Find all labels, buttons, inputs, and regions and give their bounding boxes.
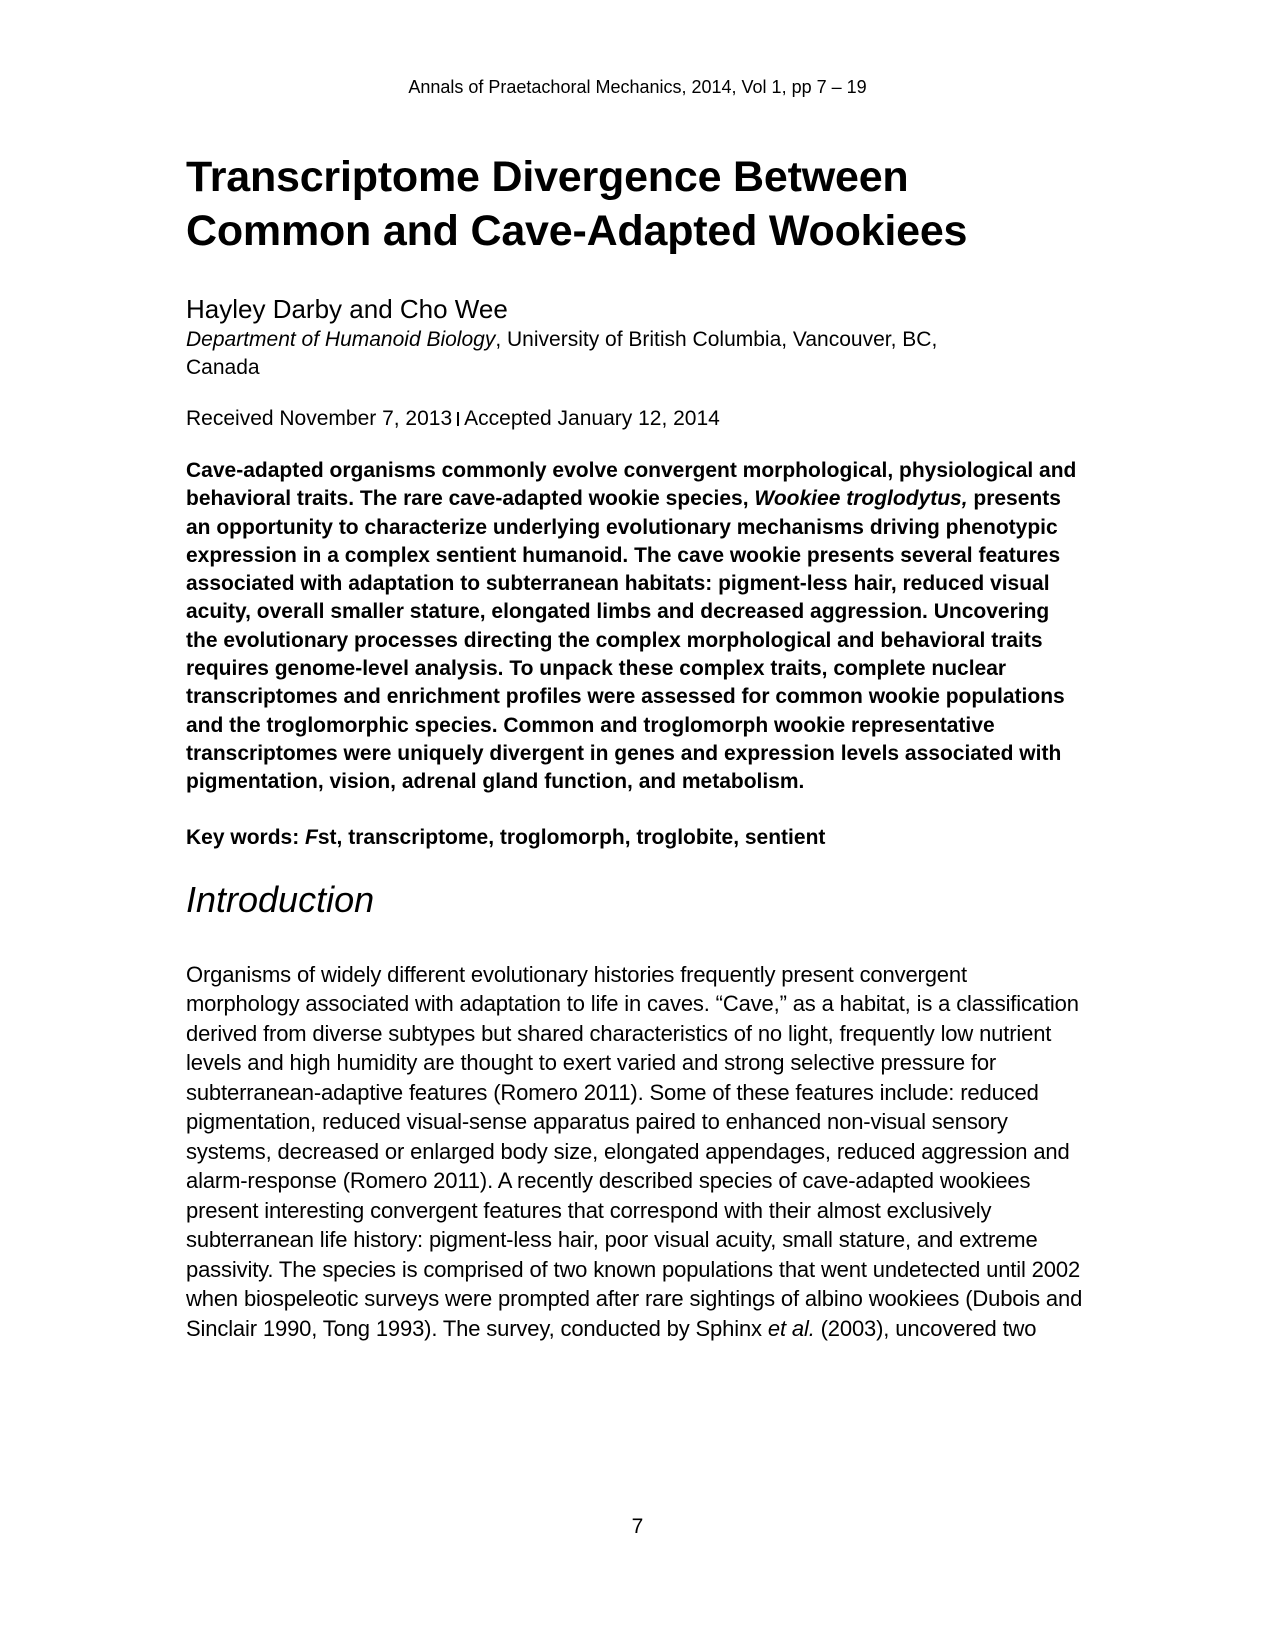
author-list: Hayley Darby and Cho Wee xyxy=(186,294,508,324)
accepted-date: Accepted January 12, 2014 xyxy=(464,407,720,430)
abstract-species-name: Wookiee troglodytus, xyxy=(754,487,968,511)
affiliation-country: Canada xyxy=(186,356,260,379)
intro-text-1: Organisms of widely different evolutionary histories frequently present convergent morphology associated with adaptation to life in caves. “Cave,” as a habitat, is a classification derived from diverse subtypes but shared characteristics of no light, frequently low nutrient levels and high humidity are thought to exert varied and strong selective pressure for subterranean-adaptive features (Romero 2011). Some of these features include: reduced pigmentation, reduced visual-sense apparatus paired to enhanced non-visual sensory systems, decreased or enlarged body size, elongated appendages, reduced aggression and alarm-response (Romero 2011). A recently described species of cave-adapted wookiees present interesting convergent features that correspond with their almost exclusively subterranean life history: pigment-less hair, poor visual acuity, small stature, and extreme passivity. The species is comprised of two known populations that went undetected until 2002 when biospeleotic surveys were prompted after rare sightings of albino wookiees (Dubois and Sinclair 1990, Tong 1993). The survey, conducted by Sphinx xyxy=(186,961,1083,1341)
paper-title xyxy=(186,150,1086,258)
running-header: Annals of Praetachoral Mechanics, 2014, Vol 1, pp 7 – 19 xyxy=(408,77,867,97)
abstract-text-2: presents an opportunity to characterize underlying evolutionary mechanisms driving phenotypic expression in a complex sentient humanoid. The cave wookie presents several features associated with adaptation to subterranean habitats: pigment-less hair, reduced visual acuity, overall smaller stature, elongated limbs and decreased aggression. Uncovering the evolutionary processes directing the complex morphological and behavioral traits requires genome-level analysis. To unpack these complex traits, complete nuclear transcriptomes and enrichment profiles were assessed for common wookie populations and the troglomorphic species. Common and troglomorph wookie representative transcriptomes were uniquely divergent in genes and expression levels associated with pigmentation, vision, adrenal gland function, and metabolism. xyxy=(186,487,1065,794)
affiliation xyxy=(186,326,1086,382)
intro-text-2: (2003), uncovered two xyxy=(814,1315,1037,1341)
received-date: Received November 7, 2013 xyxy=(186,407,453,430)
keywords-label: Key words: xyxy=(186,825,306,849)
abstract xyxy=(186,457,1086,797)
title-line-2: Common and Cave-Adapted Wookiees xyxy=(186,207,968,255)
main-content xyxy=(186,150,1086,1343)
abstract-text-1: Cave-adapted organisms commonly evolve convergent morphological, physiological and behavioral traits. The rare cave-adapted wookie species, xyxy=(186,459,1077,511)
keywords-fst-italic: F xyxy=(305,825,318,849)
introduction-heading: Introduction xyxy=(186,878,375,920)
affiliation-department: Department of Humanoid Biology xyxy=(186,328,496,351)
title-line-1: Transcriptome Divergence Between xyxy=(186,153,909,201)
page-number: 7 xyxy=(631,1515,644,1538)
affiliation-institution: , University of British Columbia, Vancouver, BC, xyxy=(495,328,938,351)
introduction-paragraph xyxy=(186,960,1086,1344)
keywords-list: st, transcriptome, troglomorph, troglobite, sentient xyxy=(317,825,826,849)
date-separator xyxy=(457,412,459,426)
intro-et-al: et al. xyxy=(767,1315,815,1341)
keywords xyxy=(186,824,1086,852)
submission-dates xyxy=(186,405,1086,433)
